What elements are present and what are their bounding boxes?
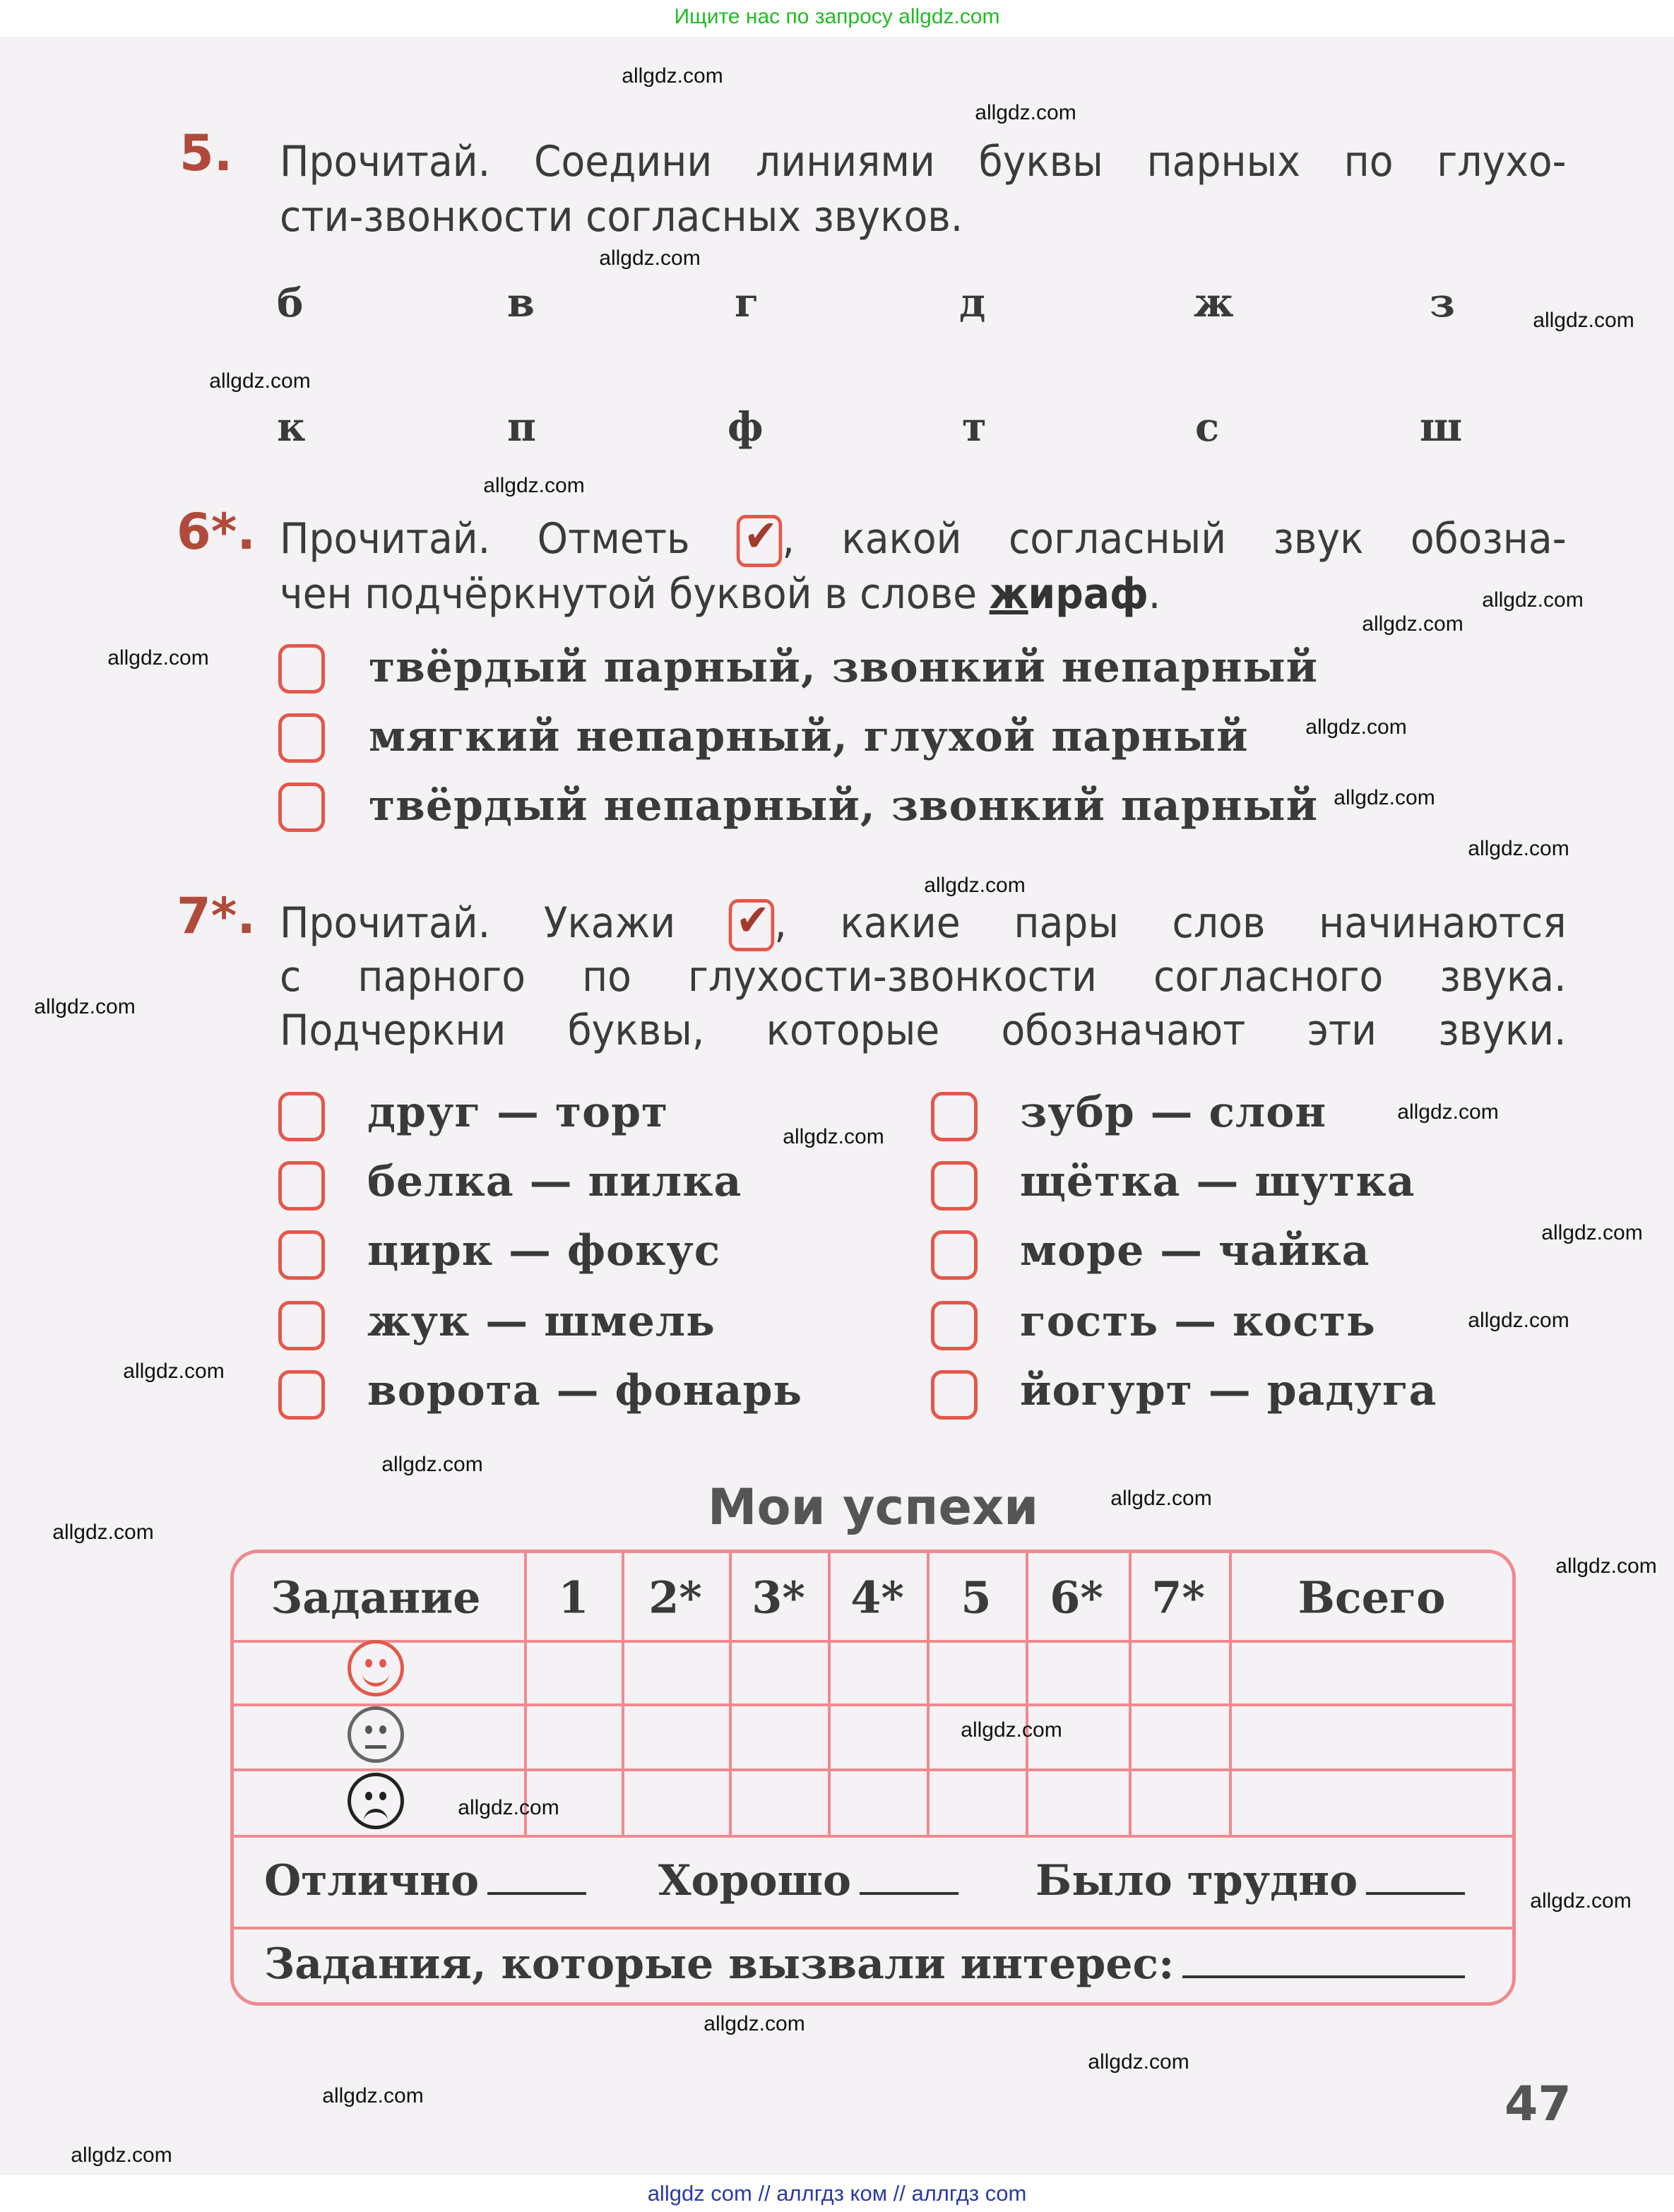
watermark: allgdz.com [1334,786,1435,809]
table-line [232,1640,1514,1643]
watermark: allgdz.com [1397,1100,1499,1124]
watermark: allgdz.com [704,2012,805,2035]
option-checkbox[interactable] [278,713,325,763]
table-line [1026,1552,1028,1836]
watermark: allgdz.com [381,1453,483,1476]
column-header: 7* [1151,1571,1205,1624]
search-banner[interactable]: Ищите нас по запросу allgdz.com [0,0,1674,37]
option-label: твёрдый парный, звонкий непарный [369,643,1319,692]
label: Отлично [264,1856,480,1905]
pair-checkbox[interactable] [278,1230,325,1280]
watermark: allgdz.com [34,995,136,1018]
pair-checkbox[interactable] [278,1370,325,1420]
label: Было трудно [1035,1856,1358,1905]
table-line [232,1703,1514,1706]
letter: д [959,280,986,326]
pair-label: друг — торт [367,1088,669,1137]
pair-checkbox[interactable] [931,1301,978,1350]
happy-face-icon [348,1640,404,1696]
table-line [828,1552,831,1836]
pair-label: гость — кость [1020,1297,1376,1346]
pair-label: цирк — фокус [367,1226,721,1276]
text: , какие пары слов начинаются [774,898,1567,948]
task-7-number: 7*. [177,887,256,945]
page-number: 47 [1504,2076,1572,2132]
watermark: allgdz.com [458,1796,559,1819]
task-7-line1 [280,896,1567,951]
option-label: твёрдый непарный, звонкий парный [369,781,1319,831]
table-line [729,1552,732,1836]
table-line [622,1552,624,1836]
table-line [232,1835,1514,1838]
watermark: allgdz.com [961,1718,1062,1742]
letter: п [507,404,536,451]
interest-line [264,1939,1465,1989]
pair-checkbox[interactable] [931,1230,978,1280]
text: . [1148,569,1161,619]
task-7-line2: с парного по глухости-звонкости согласного звука. [280,952,1567,1001]
task-6-line1 [280,511,1567,567]
watermark: allgdz.com [107,646,209,670]
grade-good [658,1856,958,1905]
column-header: 4* [850,1571,904,1624]
pair-label: ворота — фонарь [367,1366,803,1415]
blank-line[interactable] [1182,1975,1465,1978]
underlined-letter: ж [989,569,1028,619]
pair-checkbox[interactable] [931,1161,978,1211]
watermark: allgdz.com [1530,1889,1632,1913]
table-line [232,1768,1514,1771]
letter: б [277,280,304,326]
watermark: allgdz.com [322,2084,424,2107]
word-rest: ираф [1028,569,1148,619]
letter: в [507,280,535,326]
column-header: 6* [1050,1571,1103,1624]
watermark: allgdz.com [1541,1221,1643,1244]
pair-checkbox[interactable] [278,1301,325,1350]
letter: г [735,280,759,326]
watermark: allgdz.com [1482,588,1584,612]
text: Прочитай. Укажи [280,898,676,948]
option-checkbox[interactable] [278,644,325,694]
task-7-line3: Подчеркни буквы, которые обозначают эти звуки. [280,1006,1567,1055]
watermark: allgdz.com [1468,1309,1569,1332]
blank-line[interactable] [487,1892,586,1895]
pair-label: белка — пилка [367,1157,742,1206]
sad-face-icon [348,1773,404,1829]
watermark: allgdz.com [1088,2050,1189,2074]
watermark: allgdz.com [975,101,1076,124]
watermark: allgdz.com [622,64,723,88]
blank-line[interactable] [860,1892,958,1895]
watermark: allgdz.com [71,2143,172,2167]
column-header: Задание [271,1571,481,1624]
letter: ш [1420,404,1463,451]
column-header: 5 [961,1571,992,1624]
checkmark-icon [737,510,782,567]
watermark: allgdz.com [52,1521,154,1544]
task-5-line2: сти-звонкости согласных звуков. [280,192,963,242]
progress-title: Мои успехи [707,1478,1039,1536]
letter: з [1430,280,1455,326]
neutral-face-icon [348,1706,404,1763]
table-line [927,1552,930,1836]
pair-label: щётка — шутка [1020,1157,1415,1206]
check-glyph: ✔ [735,894,770,946]
letter: с [1195,404,1220,451]
watermark: allgdz.com [209,369,311,393]
pair-checkbox[interactable] [278,1092,325,1141]
watermark: allgdz.com [1555,1554,1657,1578]
pair-label: зубр — слон [1020,1088,1327,1137]
pair-label: йогурт — радуга [1020,1366,1437,1415]
letter: к [277,404,306,451]
blank-line[interactable] [1366,1892,1465,1895]
watermark: allgdz.com [1533,309,1634,332]
pair-checkbox[interactable] [931,1092,978,1141]
table-line [1129,1552,1132,1836]
watermark: allgdz.com [783,1125,884,1148]
column-header: Всего [1298,1571,1446,1624]
table-line [232,1927,1514,1929]
text: чен подчёркнутой буквой в слове [280,569,990,619]
watermark: allgdz.com [924,874,1026,897]
task-6-number: 6*. [177,503,256,561]
pair-label: море — чайка [1020,1226,1370,1276]
letter: ф [728,404,764,451]
pair-label: жук — шмель [367,1297,716,1346]
table-line [524,1552,527,1836]
column-header: 1 [558,1571,589,1624]
check-glyph: ✔ [744,510,778,562]
letter: ж [1194,280,1234,326]
watermark: allgdz.com [123,1360,225,1383]
label: Хорошо [658,1856,852,1905]
label: Задания, которые вызвали интерес: [264,1939,1175,1989]
text: Прочитай. Отметь [280,514,690,564]
letter: т [962,404,987,451]
watermark: allgdz.com [1305,715,1407,739]
task-5-number: 5. [179,124,233,182]
checkmark-icon [729,894,774,951]
text: , какой согласный звук обозна- [782,514,1567,564]
task-5-line1: Прочитай. Соедини линиями буквы парных по глухо- [280,137,1567,186]
column-header: 2* [648,1571,702,1624]
watermark: allgdz.com [599,246,701,270]
pair-checkbox[interactable] [278,1161,325,1211]
pair-checkbox[interactable] [931,1370,978,1420]
watermark: allgdz.com [1468,837,1569,860]
option-checkbox[interactable] [278,783,325,832]
grade-hard [1035,1856,1465,1905]
table-line [1229,1552,1232,1836]
grade-excellent [264,1856,586,1905]
watermark: allgdz.com [1362,612,1464,636]
option-label: мягкий непарный, глухой парный [369,712,1249,761]
footer-links[interactable]: allgdz com // аллгдз ком // аллгдз com [0,2175,1674,2212]
column-header: 3* [752,1571,805,1624]
watermark: allgdz.com [483,474,585,497]
watermark: allgdz.com [1110,1487,1212,1510]
